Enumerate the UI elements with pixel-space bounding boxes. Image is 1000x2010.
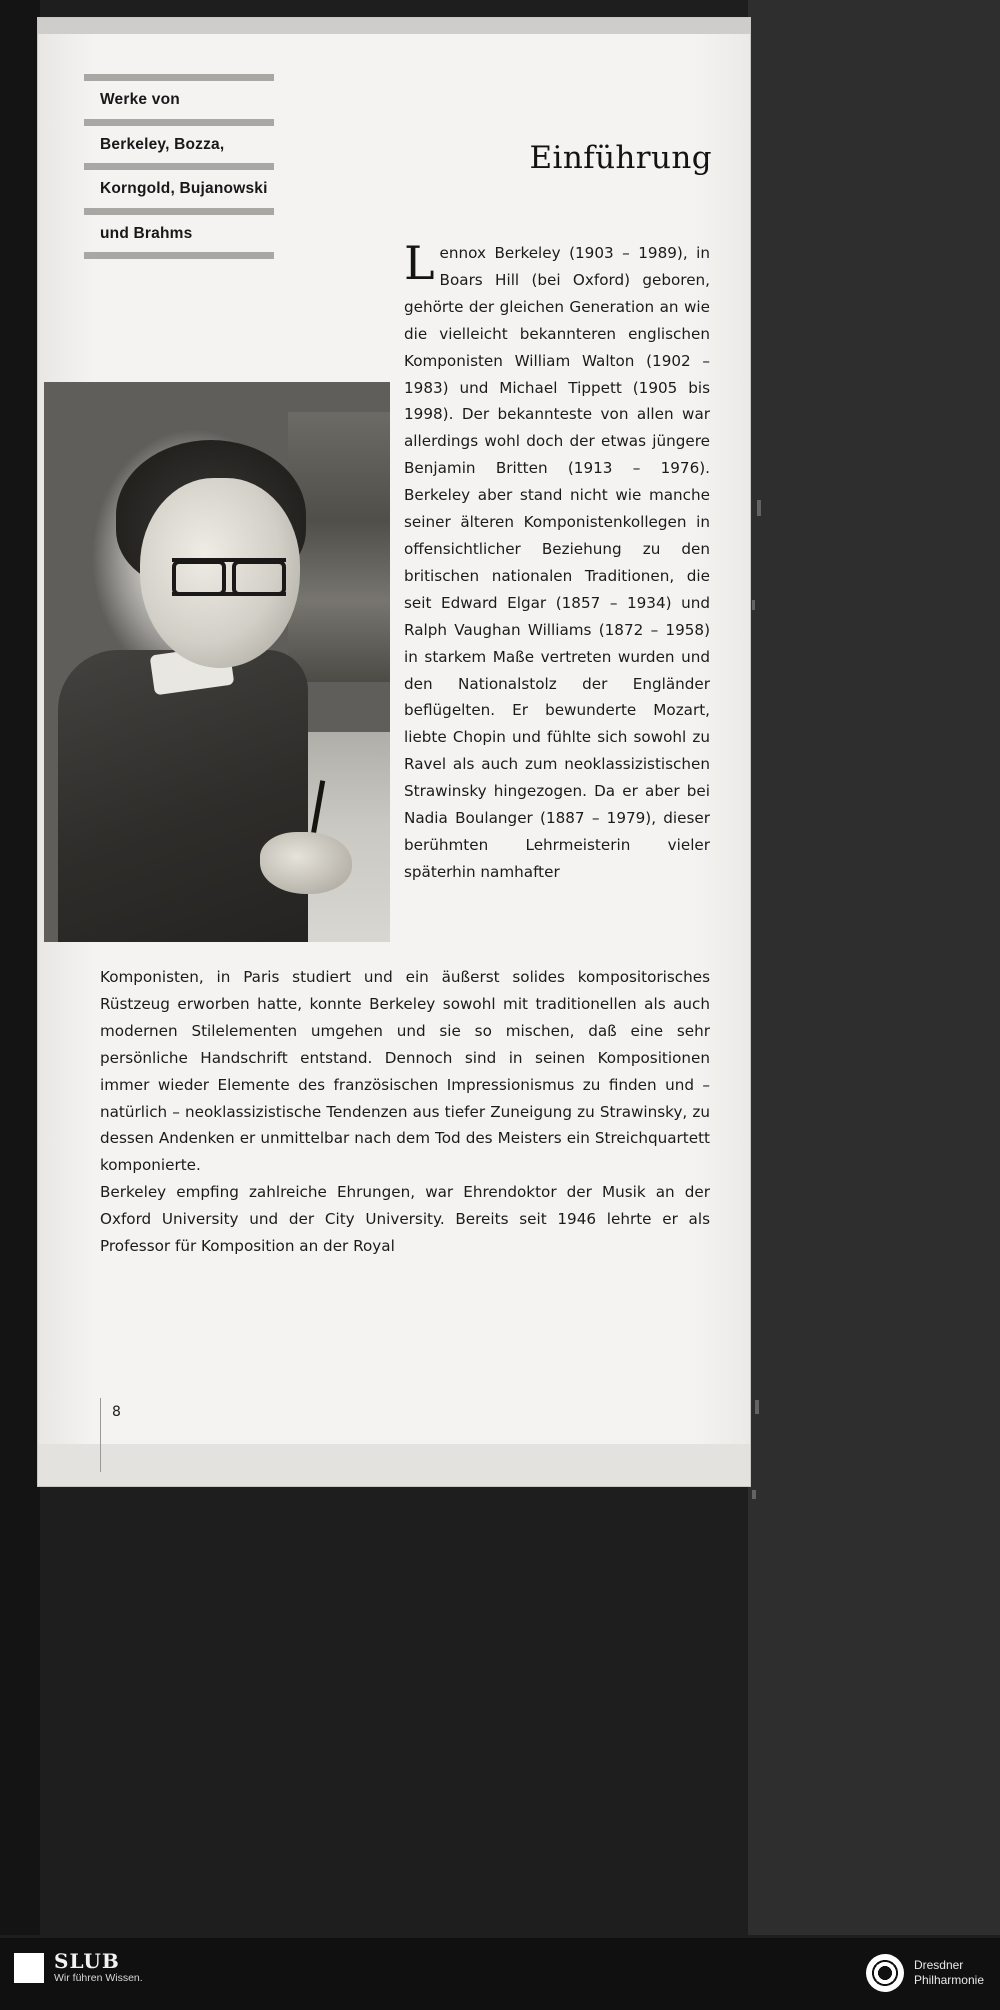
slub-branding[interactable] [14,1951,143,1985]
body-paragraph-2: Berkeley empfing zahlreiche Ehrungen, war Ehrendoktor der Musik an der Oxford University und der City University. Bereits seit 1946 lehrte er als Professor für Komposition an der Royal [100,1183,710,1256]
page-number: 8 [112,1404,121,1420]
orchestra-line-2: Philharmonie [913,1973,984,1987]
header-line-3: Korngold, Bujanowski [100,180,268,197]
photo-figure-hand [260,832,352,894]
scan-speckle [755,1400,759,1414]
scan-left-gutter [0,0,40,1935]
slub-name: SLUB [54,1949,120,1973]
drop-cap: L [404,236,435,290]
scanned-page [38,18,750,1486]
header-rule [84,208,274,215]
slub-logo-icon [14,1953,44,1983]
body-column-right [404,236,710,886]
viewer-footer [0,1938,1000,2010]
scan-speckle [752,600,755,610]
header-line-4: und Brahms [100,224,193,242]
scan-right-gutter [748,0,1000,1935]
header-line-1: Werke von [100,91,180,108]
scan-speckle [752,1490,756,1499]
program-header-block [84,74,274,259]
body-text-right: ennox Berkeley (1903 – 1989), in Boars Hill (bei Oxford) geboren, gehörte der gleichen Generation an wie die vielleicht bekannteren englischen Komponisten William Walton (1902 – 1983) und Michael Tippett (1905 bis 1998). Der bekannteste von allen war allerdings wohl doch der etwas jüngere Benjamin Britten (1913 – 1976). Berkeley aber stand nicht wie manche seiner älteren Komponistenkollegen in offensichtlicher Beziehung zu den britischen nationalen Traditionen, die seit Edward Elgar (1857 – 1934) und Ralph Vaughan Williams (1872 – 1958) in starkem Maße vertreten wurden und den Nationalstolz der Engländer beflügelten. Er bewunderte Mozart, liebte Chopin und fühlte sich sowohl zu Ravel als auch zum neoklassizistischen Strawinsky hingezogen. Da er aber bei Nadia Boulanger (1887 – 1979), dieser berühmten Lehrmeisterin vieler späterhin namhafter [404,244,710,881]
body-paragraph-1: Komponisten, in Paris studiert und ein äußerst solides kompositorisches Rüstzeug erworben hatte, konnte Berkeley sowohl mit traditionellen als auch modernen Stilelementen umgehen und sie so mischen, daß eine sehr persönliche Handschrift entstand. Dennoch sind in seinen Kompositionen immer wieder Elemente des französischen Impressionismus zu finden und – natürlich – neoklassizistische Tendenzen aus tiefer Zuneigung zu Strawinsky, zu dessen Andenken er unmittelbar nach dem Tod des Meisters ein Streichquartett komponierte. [100,968,710,1175]
header-rule [84,252,274,259]
photo-figure-body [58,650,308,942]
scan-speckle [757,500,761,516]
photo-shelf [288,412,390,682]
page-title: Einführung [529,140,712,176]
slub-claim: Wir führen Wissen. [54,1972,143,1984]
page-bottom-edge [38,1444,750,1486]
dresdner-philharmonie-logo-icon [866,1954,904,1992]
composer-photograph [44,382,390,942]
slub-wordmark [54,1951,143,1985]
orchestra-line-1: Dresdner [913,1958,964,1972]
header-rule [84,74,274,81]
header-rule [84,119,274,126]
photo-figure-glasses [172,558,286,596]
page-top-edge [38,18,750,34]
header-line-2: Berkeley, Bozza, [100,135,225,153]
orchestra-branding[interactable] [866,1954,984,1992]
orchestra-wordmark [914,1958,984,1988]
page-number-rule [100,1398,101,1472]
body-column-full [100,964,710,1260]
header-rule [84,163,274,170]
